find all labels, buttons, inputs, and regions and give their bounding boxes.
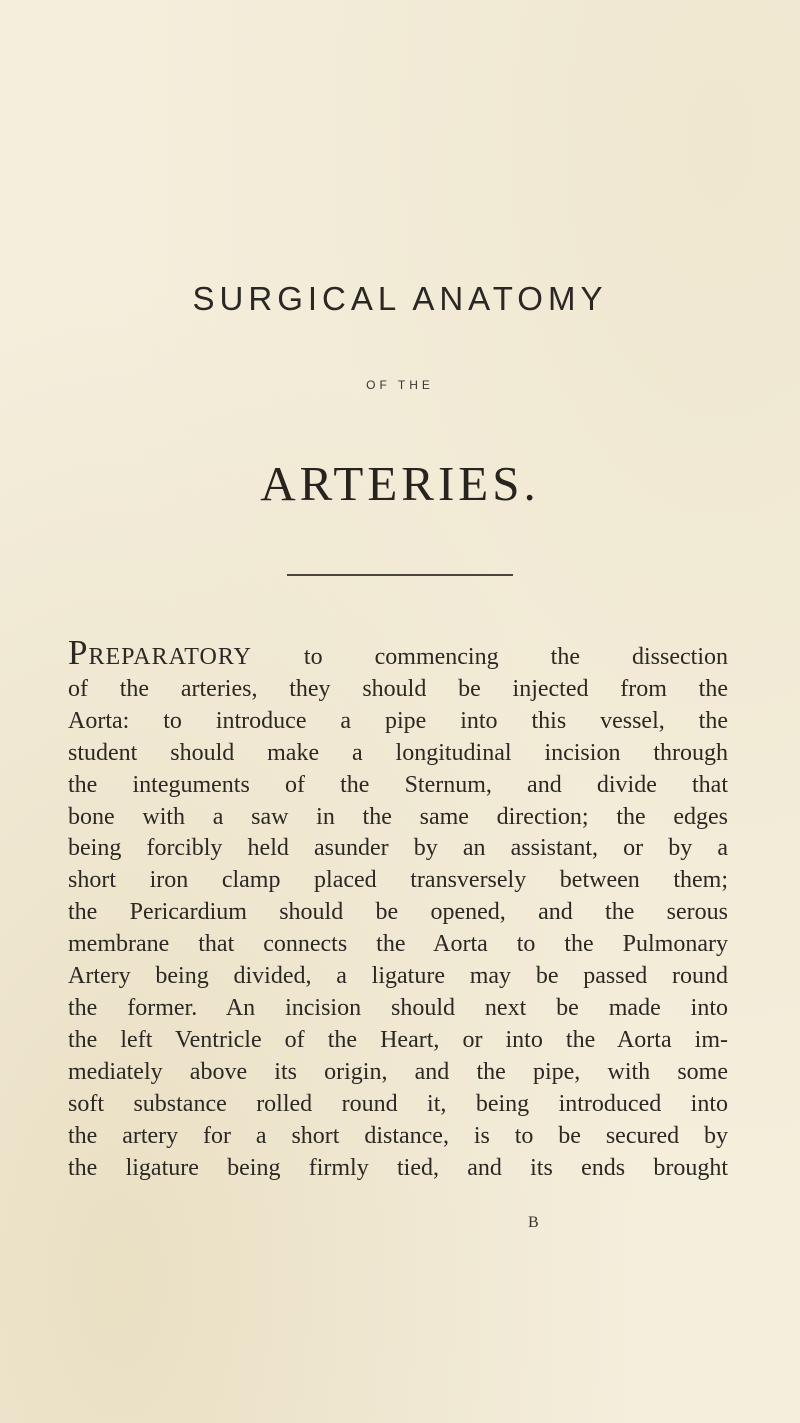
paragraph-line: the former. An incision should next be made into: [68, 994, 728, 1021]
paragraph-line: of the arteries, they should be injected from the: [68, 675, 728, 702]
title-main: SURGICAL ANATOMY: [192, 280, 608, 317]
paragraph-line: short iron clamp placed transversely between them;: [68, 867, 728, 894]
opening-small-caps: REPARATORY: [88, 644, 252, 670]
paragraph-line-text: to commencing the dissection: [251, 644, 728, 670]
paragraph-line: Artery being divided, a ligature may be passed round: [68, 963, 728, 990]
body-paragraph: [68, 633, 728, 1184]
paragraph-line: the Pericardium should be opened, and the serous: [68, 899, 728, 926]
section-divider-rule: [287, 574, 513, 576]
paragraph-line: membrane that connects the Aorta to the Pulmonary: [68, 931, 728, 958]
paragraph-line: the integuments of the Sternum, and divide that: [68, 771, 728, 798]
paragraph-line: the ligature being firmly tied, and its ends brought: [68, 1154, 728, 1181]
paragraph-line: bone with a saw in the same direction; the edges: [68, 803, 728, 830]
title-subject: ARTERIES.: [260, 456, 540, 511]
paragraph-line: being forcibly held asunder by an assistant, or by a: [68, 835, 728, 862]
paragraph-line: the artery for a short distance, is to be secured by: [68, 1122, 728, 1149]
paragraph-line: student should make a longitudinal incision through: [68, 739, 728, 766]
paragraph-line: the left Ventricle of the Heart, or into the Aorta im-: [68, 1026, 728, 1053]
paragraph-line: Aorta: to introduce a pipe into this vessel, the: [68, 707, 728, 734]
paragraph-line: soft substance rolled round it, being introduced into: [68, 1090, 728, 1117]
drop-capital: P: [68, 633, 89, 672]
paragraph-line: mediately above its origin, and the pipe, with some: [68, 1058, 728, 1085]
printer-signature-mark: B: [528, 1214, 539, 1231]
title-of-the: OF THE: [366, 378, 434, 392]
paragraph-line: [68, 633, 728, 674]
